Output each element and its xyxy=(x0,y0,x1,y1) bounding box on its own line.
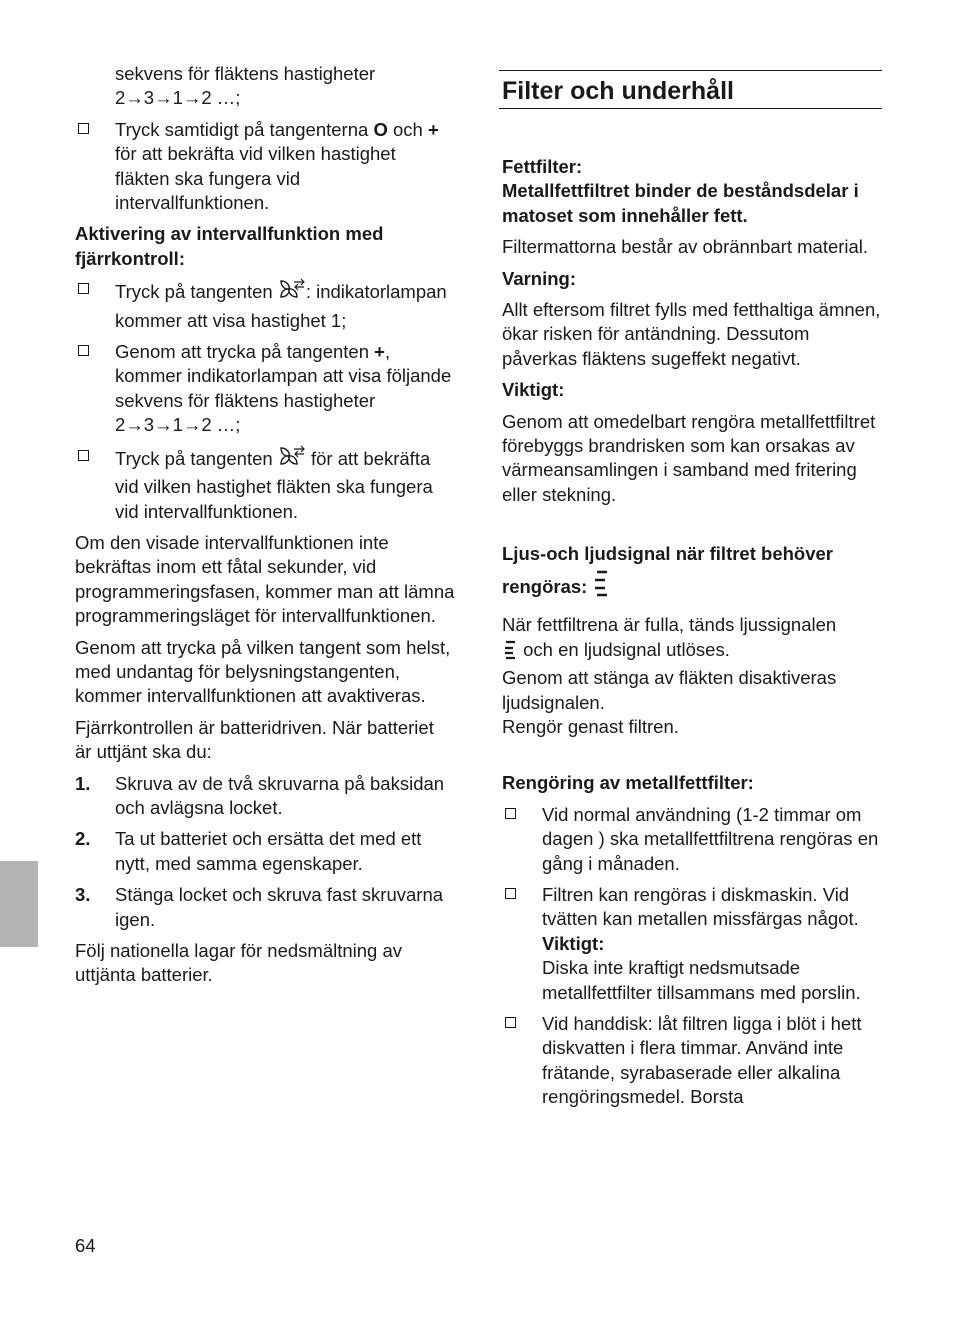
step-item: 2. Ta ut batteriet och ersätta det med ett nytt, med samma egenskaper. xyxy=(75,828,422,874)
fan-interval-icon xyxy=(278,445,306,475)
checkbox-bullet-icon xyxy=(78,345,89,356)
step-item: 1. Skruva av de två skruvarna på baksidan och avlägsna locket. xyxy=(75,772,445,818)
list-item-confirm-fan-key: Tryck på tangenten för att bekräfta vid vilken hastighet fläkten ska fungera vid intervallfunktionen. xyxy=(75,445,455,524)
paragraph-filter-mats: Filtermattorna består av obrännbart material. xyxy=(502,236,869,258)
paragraph-warning: Allt eftersom filtret fylls med fetthaltiga ämnen, ökar risken för antändning. Dessutom påverkas fläktens sugeffekt negativt. xyxy=(502,299,881,369)
section-tab xyxy=(0,861,38,947)
heading-warning: Varning: xyxy=(502,267,577,289)
heading-grease-filter: Fettfilter: Metallfettfiltret binder de beståndsdelar i matoset som innehåller fett. xyxy=(502,156,859,226)
paragraph-battery: Fjärrkontrollen är batteridriven. När batteriet är uttjänt ska du: xyxy=(75,716,434,763)
right-column xyxy=(499,62,882,1117)
section-title-bar xyxy=(499,70,882,109)
step-item: 3. Stänga locket och skruva fast skruvarna igen. xyxy=(75,884,444,930)
checkbox-bullet-icon xyxy=(78,123,89,134)
checkbox-bullet-icon xyxy=(505,1017,516,1028)
checkbox-bullet-icon xyxy=(78,450,89,461)
paragraph-disposal: Följ nationella lagar för nedsmältning av uttjänta batterier. xyxy=(75,940,403,986)
continued-text: sekvens för fläktens hastigheter 2→3→1→2 …; xyxy=(115,63,376,109)
page-title: Filter och underhåll xyxy=(502,77,734,105)
paragraph-important: Genom att omedelbart rengöra metallfettfiltret förebyggs brandrisken som kan orsakas av värmeansamlingen i samband med fritering eller stekning. xyxy=(502,410,876,505)
checkbox-bullet-icon xyxy=(505,888,516,899)
heading-cleaning: Rengöring av metallfettfilter: xyxy=(502,772,754,794)
checkbox-bullet-icon xyxy=(78,283,89,294)
list-item-press-fan-key: Tryck på tangenten : indikatorlampan kommer att visa hastighet 1; xyxy=(75,278,455,333)
list-item-confirm-speed: Tryck samtidigt på tangenterna O och + för att bekräfta vid vilken hastighet fläkten ska fungera vid intervallfunktionen. xyxy=(75,118,455,216)
list-item-handwash: Vid handdisk: låt filtren ligga i blöt i hett diskvatten i flera timmar. Använd inte frätande, syrabaserade eller alkalina rengöringsmedel. Borsta xyxy=(499,1012,882,1110)
fan-interval-icon xyxy=(278,278,306,308)
filter-alarm-icon xyxy=(502,640,518,666)
heading-signal: Ljus-och ljudsignal när filtret behöver rengöras: xyxy=(499,539,882,606)
page-number: 64 xyxy=(75,1235,96,1256)
paragraph-timeout: Om den visade intervallfunktionen inte bekräftas inom ett fåtal sekunder, vid programmeringsfasen, kommer man att lämna programmeringsläget för intervallfunktionen. xyxy=(75,531,455,627)
checkbox-bullet-icon xyxy=(505,808,516,819)
heading-remote-activation: Aktivering av intervallfunktion med fjärrkontroll: xyxy=(75,223,384,269)
list-item-press-plus-key: Genom att trycka på tangenten +, kommer indikatorlampan att visa följande sekvens för fläktens hastigheter 2→3→1→2 …; xyxy=(75,340,455,438)
left-column xyxy=(75,62,455,995)
list-item-dishwasher: Filtren kan rengöras i diskmaskin. Vid tvätten kan metallen missfärgas något. Viktigt: Diska inte kraftigt nedsmutsade metallfettfilter tillsammans med porslin. xyxy=(499,883,882,1005)
paragraph-deactivate: Genom att trycka på vilken tangent som helst, med undantag för belysningstangenten, kommer intervallfunktionen att avaktiveras. xyxy=(75,636,451,707)
list-item-cleaning-frequency: Vid normal användning (1-2 timmar om dagen ) ska metallfettfiltrena rengöras en gång i månaden. xyxy=(499,803,882,876)
filter-alarm-icon xyxy=(592,569,610,606)
paragraph-signal: När fettfiltrena är fulla, tänds ljussignalen och en ljudsignal utlöses. Genom att stänga av fläkten disaktiveras ljudsignalen. Rengör genast filtren. xyxy=(502,614,837,737)
heading-important: Viktigt: xyxy=(502,379,565,401)
